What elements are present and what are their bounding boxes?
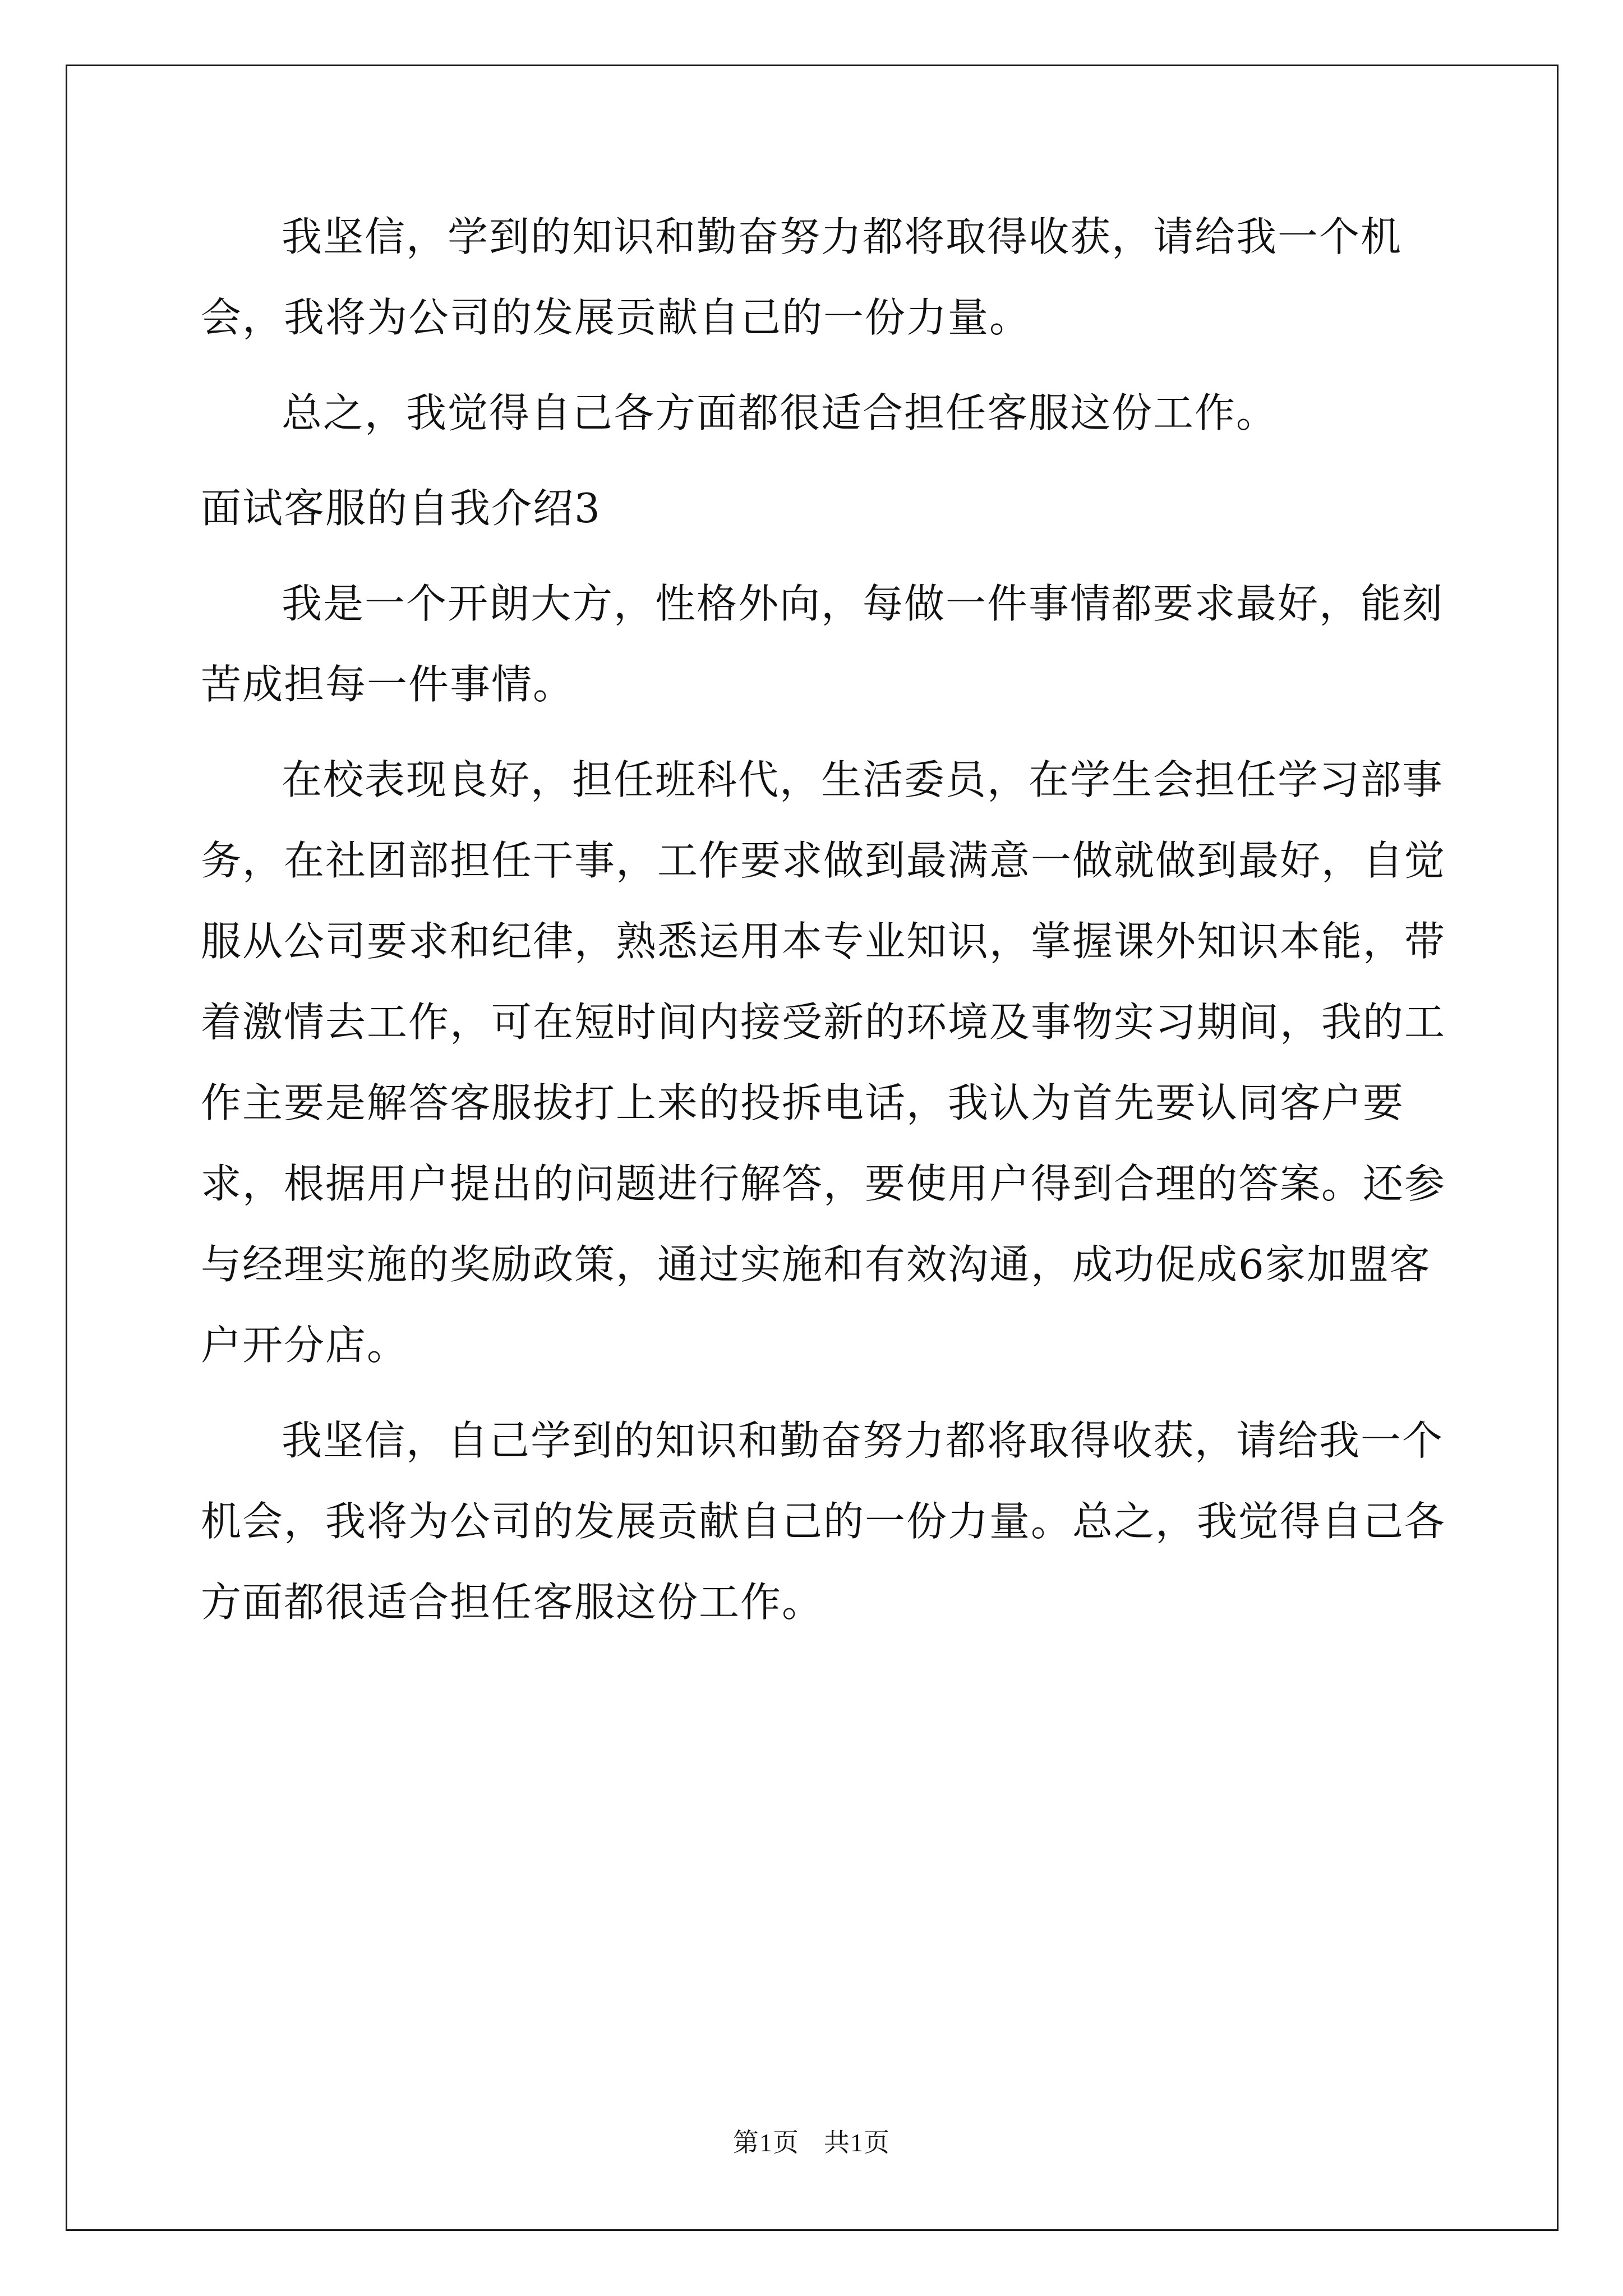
page-total: 共1页	[824, 2128, 890, 2157]
paragraph-personality: 我是一个开朗大方，性格外向，每做一件事情都要求最好，能刻苦成担每一件事情。	[201, 580, 1444, 708]
paragraph-experience: 在校表现良好，担任班科代，生活委员，在学生会担任学习部事务，在社团部担任干事，工作要求做到最满意一做就做到最好，自觉服从公司要求和纪律，熟悉运用本专业知识，掌握课外知识本能，带着激情去工作，可在短时间内接受新的环境及事物实习期间，我的工作主要是解答客服拔打上来的投拆电话，我认为首先要认同客户要求，根据用户提出的问题进行解答，要使用户得到合理的答案。还参与经理实施的奖励政策，通过实施和有效沟通，成功促成6家加盟客户开分店。	[201, 756, 1446, 1369]
paragraph-summary: 总之，我觉得自己各方面都很适合担任客服这份工作。	[282, 389, 1278, 436]
section-heading: 面试客服的自我介绍3	[201, 485, 601, 532]
document-body	[201, 196, 1460, 1657]
page-footer	[0, 2126, 1623, 2160]
page-number: 第1页	[733, 2128, 799, 2157]
paragraph-closing: 我坚信，自己学到的知识和勤奋努力都将取得收获，请给我一个机会，我将为公司的发展贡献自己的一份力量。总之，我觉得自己各方面都很适合担任客服这份工作。	[201, 1417, 1446, 1626]
paragraph-belief: 我坚信，学到的知识和勤奋努力都将取得收获，请给我一个机会，我将为公司的发展贡献自己的一份力量。	[201, 213, 1403, 341]
